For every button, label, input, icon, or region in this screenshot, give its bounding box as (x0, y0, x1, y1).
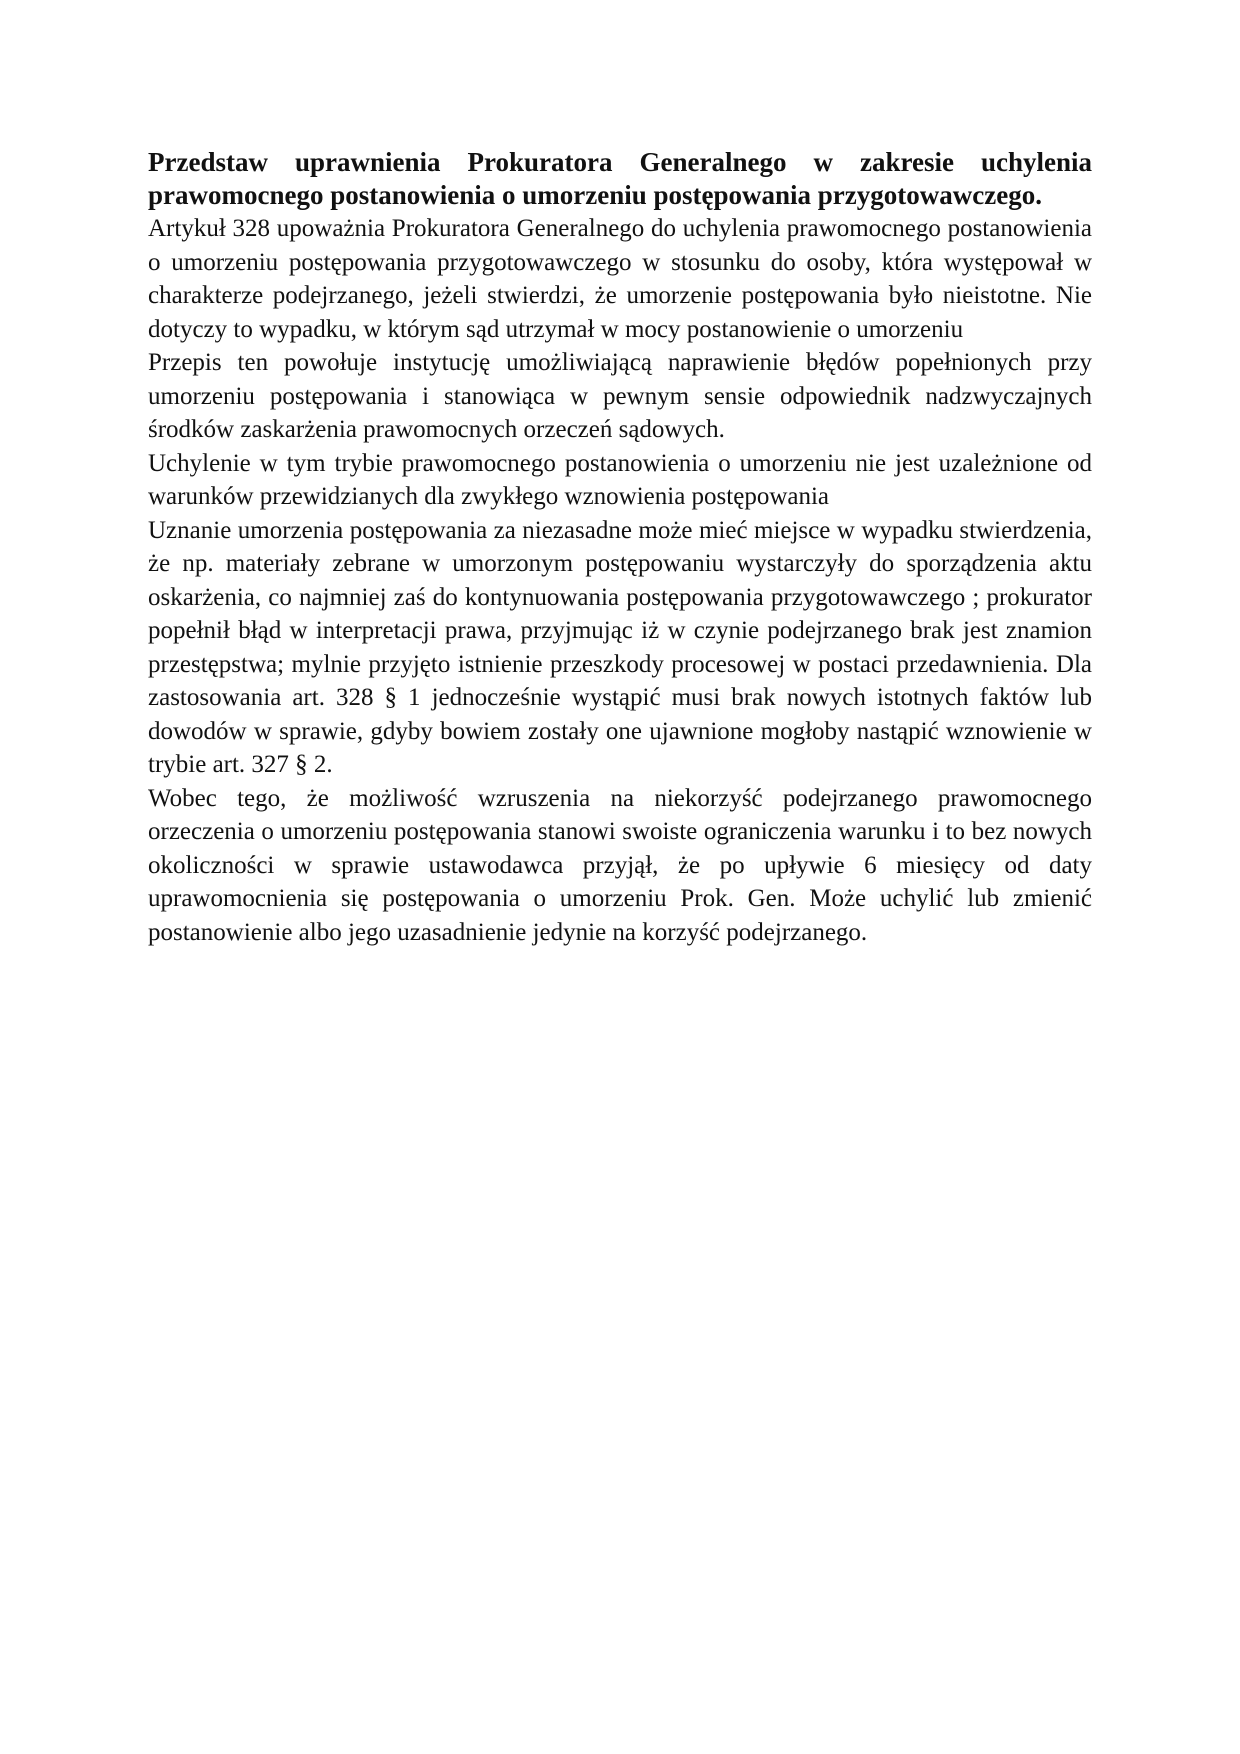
document-page (148, 146, 1092, 949)
question-heading: Przedstaw uprawnienia Prokuratora Generalnego w zakresie uchylenia prawomocnego postanowienia o umorzeniu postępowania przygotowawczego. (148, 147, 1092, 210)
paragraph-six-month-limit: Wobec tego, że możliwość wzruszenia na niekorzyść podejrzanego prawomocnego orzeczenia o umorzeniu postępowania stanowi swoiste ograniczenia warunku i to bez nowych okoliczności w sprawie ustawodawca przyjął, że po upływie 6 miesięcy od daty uprawomocnienia się postępowania o umorzeniu Prok. Gen. Może uchylić lub zmienić postanowienie albo jego uzasadnienie jedynie na korzyść podejrzanego. (148, 784, 1092, 946)
paragraph-independence-from-reopening: Uchylenie w tym trybie prawomocnego postanowienia o umorzeniu nie jest uzależnione od warunków przewidzianych dla zwykłego wznowienia postępowania (148, 449, 1092, 510)
paragraph-provision-purpose: Przepis ten powołuje instytucję umożliwiającą naprawienie błędów popełnionych przy umorzeniu postępowania i stanowiąca w pewnym sensie odpowiednik nadzwyczajnych środków zaskarżenia prawomocnych orzeczeń sądowych. (148, 349, 1092, 443)
paragraph-grounds-unfounded: Uznanie umorzenia postępowania za niezasadne może mieć miejsce w wypadku stwierdzenia, że np. materiały zebrane w umorzonym postępowaniu wystarczyły do sporządzenia aktu oskarżenia, co najmniej zaś do kontynuowania postępowania przygotowawczego ; prokurator popełnił błąd w interpretacji prawa, przyjmując iż w czynie podejrzanego brak jest znamion przestępstwa; mylnie przyjęto istnienie przeszkody procesowej w postaci przedawnienia. Dla zastosowania art. 328 § 1 jednocześnie wystąpić musi brak nowych istotnych faktów lub dowodów w sprawie, gdyby bowiem zostały one ujawnione mogłoby nastąpić wznowienie w trybie art. 327 § 2. (148, 516, 1092, 778)
paragraph-article-328: Artykuł 328 upoważnia Prokuratora Generalnego do uchylenia prawomocnego postanowienia o umorzeniu postępowania przygotowawczego w stosunku do osoby, która występował w charakterze podejrzanego, jeżeli stwierdzi, że umorzenie postępowania było nieistotne. Nie dotyczy to wypadku, w którym sąd utrzymał w mocy postanowienie o umorzeniu (148, 215, 1092, 343)
